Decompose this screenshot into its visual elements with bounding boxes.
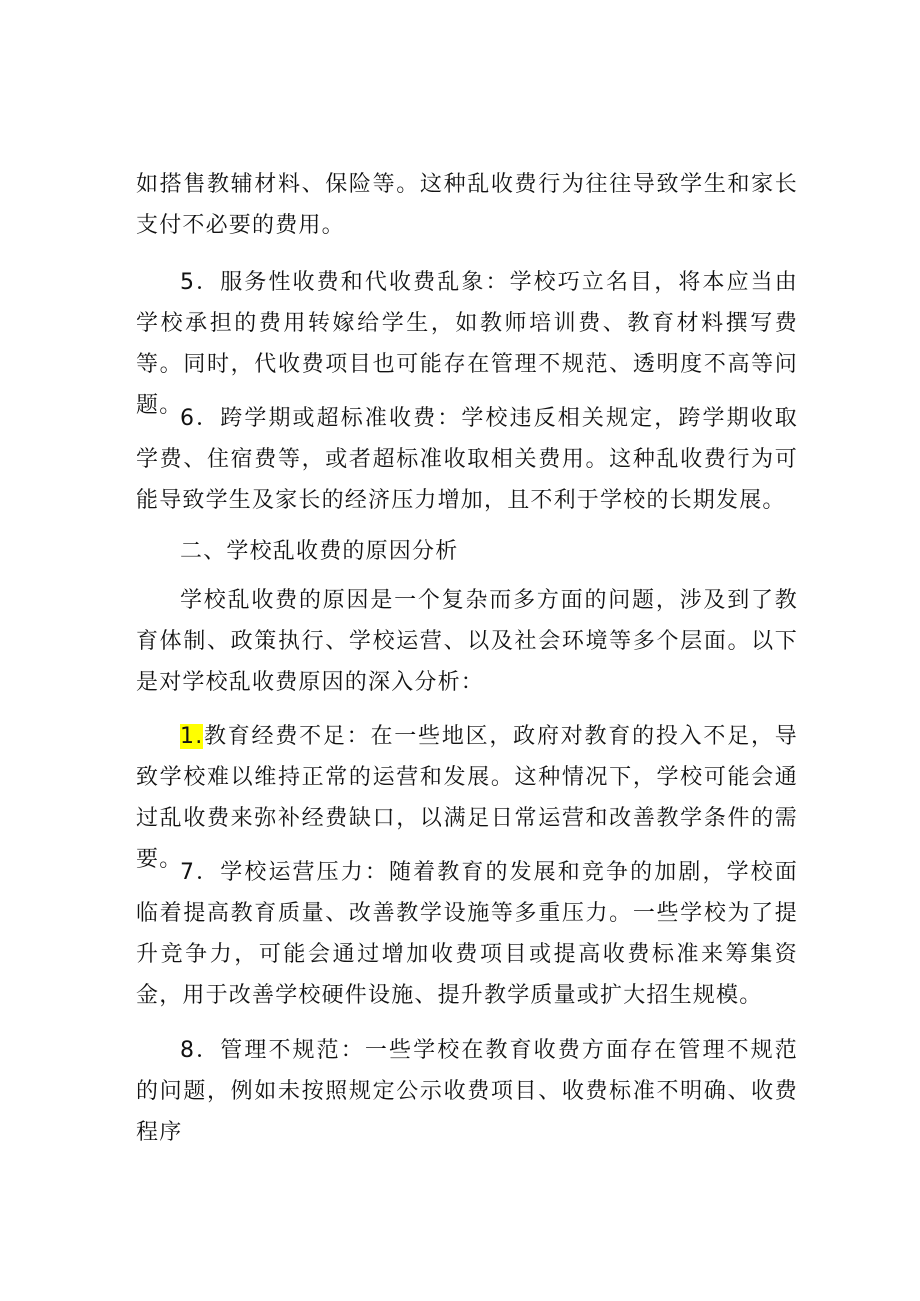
paragraph-intro: 学校乱收费的原因是一个复杂而多方面的问题，涉及到了教育体制、政策执行、学校运营、以及社会环境等多个层面。以下是对学校乱收费原因的深入分析： (136, 588, 798, 695)
highlighted-list-marker: 1. (180, 724, 204, 749)
paragraph-item-8: 8．管理不规范：一些学校在教育收费方面存在管理不规范的问题，例如未按照规定公示收费项目、收费标准不明确、收费程序 (136, 1038, 798, 1145)
paragraph-item-5: 5．服务性收费和代收费乱象：学校巧立名目，将本应当由学校承担的费用转嫁给学生，如教师培训费、教育材料撰写费等。同时，代收费项目也可能存在管理不规范、透明度不高等问题。 (136, 270, 798, 418)
paragraph-item-1-text: 教育经费不足：在一些地区，政府对教育的投入不足，导致学校难以维持正常的运营和发展。这种情况下，学校可能会通过乱收费来弥补经费缺口，以满足日常运营和改善教学条件的需要。 (136, 724, 798, 872)
section-heading: 二、学校乱收费的原因分析 (180, 539, 459, 564)
paragraph-item-7: 7．学校运营压力：随着教育的发展和竞争的加剧，学校面临着提高教育质量、改善教学设施等多重压力。一些学校为了提升竞争力，可能会通过增加收费项目或提高收费标准来筹集资金，用于改善学校硬件设施、提升教学质量或扩大招生规模。 (136, 860, 798, 1008)
paragraph-item-6: 6．跨学期或超标准收费：学校违反相关规定，跨学期收取学费、住宿费等，或者超标准收取相关费用。这种乱收费行为可能导致学生及家长的经济压力增加，且不利于学校的长期发展。 (136, 406, 798, 513)
paragraph-continuation: 如搭售教辅材料、保险等。这种乱收费行为往往导致学生和家长支付不必要的费用。 (136, 172, 798, 238)
